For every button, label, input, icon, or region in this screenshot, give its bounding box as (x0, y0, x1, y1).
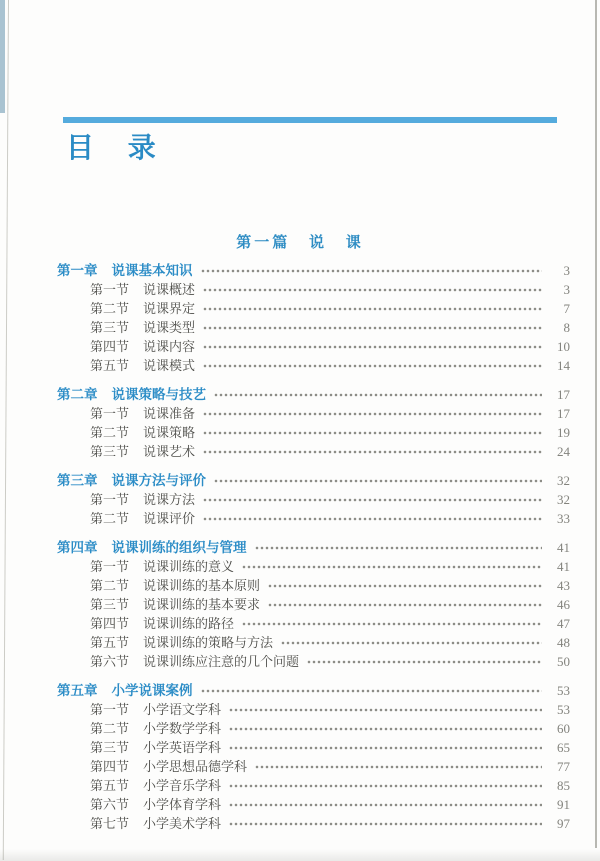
toc-section-row-title: 说课概述 (143, 282, 196, 297)
title-accent-bar (63, 117, 557, 123)
toc-section-row-label: 第二节 (90, 578, 130, 593)
toc-section-row-label: 第一节 (90, 406, 130, 421)
dot-leader (268, 579, 542, 592)
toc-section-row-title: 说课类型 (143, 320, 196, 335)
toc-section-row-label: 第三节 (90, 740, 130, 755)
toc-chapter-row-page-number: 53 (557, 683, 570, 698)
dot-leader (203, 426, 542, 439)
dot-leader (281, 636, 542, 649)
toc-section-row-label: 第四节 (90, 759, 130, 774)
dot-leader (229, 741, 542, 754)
toc-chapter-row (57, 471, 570, 490)
dot-leader (203, 407, 542, 420)
dot-leader (307, 655, 542, 668)
toc-section-row (57, 423, 570, 442)
toc-section-row (57, 614, 570, 633)
toc-section-row-page-number: 33 (557, 511, 570, 526)
toc-section-row-page-number: 8 (563, 320, 570, 335)
toc-section-row-page-number: 91 (557, 797, 570, 812)
toc-section-row (57, 404, 570, 423)
toc-section-row-title: 说课训练的意义 (143, 559, 235, 574)
toc-section-row-page-number: 48 (557, 635, 570, 650)
dot-leader (201, 684, 543, 697)
toc-chapter-row-page-number: 32 (557, 473, 570, 488)
scan-page-edge-right (595, 0, 597, 848)
toc-section-row-label: 第六节 (90, 654, 130, 669)
table-of-contents (57, 261, 570, 833)
toc-section-row (57, 738, 570, 757)
toc-section-row-title: 说课策略 (143, 425, 196, 440)
toc-section-row (57, 595, 570, 614)
toc-section-row-title: 小学美术学科 (143, 816, 222, 831)
toc-section-row (57, 776, 570, 795)
toc-chapter-row-title: 说课训练的组织与管理 (111, 540, 247, 555)
toc-section-row (57, 337, 570, 356)
toc-section-row (57, 280, 570, 299)
dot-leader (203, 302, 542, 315)
toc-chapter-row (57, 681, 570, 700)
toc-section-row-label: 第一节 (90, 559, 130, 574)
toc-section-row-page-number: 50 (557, 654, 570, 669)
toc-section-row-page-number: 19 (557, 425, 570, 440)
toc-section-row (57, 509, 570, 528)
toc-section-row-title: 小学英语学科 (143, 740, 222, 755)
toc-section-row-title: 小学音乐学科 (143, 778, 222, 793)
toc-section-row-page-number: 46 (557, 597, 570, 612)
toc-section-row-label: 第四节 (90, 616, 130, 631)
toc-chapter-row (57, 385, 570, 404)
dot-leader (229, 703, 542, 716)
toc-chapter-row-label: 第四章 (57, 540, 98, 555)
toc-section-row-title: 说课方法 (143, 492, 196, 507)
scan-shadow-bottom (0, 849, 600, 861)
toc-section-row-label: 第二节 (90, 511, 130, 526)
toc-section-row-label: 第六节 (90, 797, 130, 812)
scan-page-edge-left (3, 0, 9, 860)
toc-section-row-page-number: 14 (557, 358, 570, 373)
toc-section-row (57, 299, 570, 318)
toc-section-row-title: 小学思想品德学科 (143, 759, 248, 774)
toc-section-row-page-number: 65 (557, 740, 570, 755)
dot-leader (229, 722, 542, 735)
toc-section-row-label: 第一节 (90, 702, 130, 717)
toc-chapter-row-page-number: 3 (563, 263, 570, 278)
toc-chapter-row-label: 第一章 (57, 263, 98, 278)
toc-section-row-page-number: 53 (557, 702, 570, 717)
toc-section-row-title: 小学语文学科 (143, 702, 222, 717)
toc-chapter-row-label: 第五章 (57, 683, 98, 698)
toc-section-row (57, 490, 570, 509)
toc-chapter-row-title: 说课方法与评价 (111, 473, 206, 488)
toc-section-row-page-number: 97 (557, 816, 570, 831)
toc-section-row (57, 318, 570, 337)
toc-section-row-label: 第五节 (90, 635, 130, 650)
dot-leader (214, 474, 542, 487)
toc-section-row (57, 633, 570, 652)
dot-leader (229, 817, 542, 830)
dot-leader (242, 560, 542, 573)
toc-section-row-title: 说课艺术 (143, 444, 196, 459)
toc-section-row-page-number: 10 (557, 339, 570, 354)
toc-section-row (57, 757, 570, 776)
toc-section-row-title: 小学数学学科 (143, 721, 222, 736)
toc-section-row-title: 小学体育学科 (143, 797, 222, 812)
toc-section-row-title: 说课训练的基本原则 (143, 578, 261, 593)
toc-section-row (57, 576, 570, 595)
toc-section-row-label: 第四节 (90, 339, 130, 354)
toc-section-row-label: 第三节 (90, 320, 130, 335)
toc-section-row (57, 557, 570, 576)
toc-section-row-page-number: 24 (557, 444, 570, 459)
dot-leader (255, 541, 543, 554)
toc-section-row-page-number: 41 (557, 559, 570, 574)
toc-section-row (57, 442, 570, 461)
toc-section-row-page-number: 43 (557, 578, 570, 593)
scan-edge-strip (0, 0, 5, 113)
dot-leader (255, 760, 542, 773)
toc-section-row-label: 第二节 (90, 425, 130, 440)
toc-section-row (57, 814, 570, 833)
dot-leader (203, 512, 542, 525)
toc-section-row-page-number: 7 (563, 301, 570, 316)
toc-section-row (57, 700, 570, 719)
toc-chapter-row-page-number: 17 (557, 387, 570, 402)
toc-chapter-row-title: 说课策略与技艺 (111, 387, 206, 402)
dot-leader (242, 617, 542, 630)
toc-section-row-title: 说课训练的策略与方法 (143, 635, 274, 650)
toc-chapter-row (57, 261, 570, 280)
toc-chapter-row-title: 小学说课案例 (111, 683, 193, 698)
toc-section-row-label: 第二节 (90, 721, 130, 736)
toc-chapter-row-label: 第二章 (57, 387, 98, 402)
dot-leader (203, 359, 542, 372)
toc-section-row-page-number: 85 (557, 778, 570, 793)
toc-section-row-label: 第一节 (90, 492, 130, 507)
toc-section-row-title: 说课模式 (143, 358, 196, 373)
dot-leader (203, 445, 542, 458)
toc-section-row-page-number: 77 (557, 759, 570, 774)
toc-section-row-label: 第五节 (90, 778, 130, 793)
toc-section-row (57, 719, 570, 738)
toc-section-row-page-number: 3 (563, 282, 570, 297)
dot-leader (268, 598, 542, 611)
toc-section-row-title: 说课训练的路径 (143, 616, 235, 631)
toc-section-row (57, 795, 570, 814)
toc-chapter-row-title: 说课基本知识 (111, 263, 193, 278)
dot-leader (203, 340, 542, 353)
dot-leader (203, 493, 542, 506)
toc-section-row-page-number: 47 (557, 616, 570, 631)
toc-section-row-label: 第三节 (90, 597, 130, 612)
toc-chapter-row-page-number: 41 (557, 540, 570, 555)
dot-leader (203, 321, 542, 334)
toc-chapter-row-label: 第三章 (57, 473, 98, 488)
page-title: 目 录 (66, 132, 157, 163)
toc-chapter-row (57, 538, 570, 557)
toc-section-row-page-number: 60 (557, 721, 570, 736)
part-heading: 第一篇 说 课 (236, 235, 364, 251)
dot-leader (203, 283, 542, 296)
toc-section-row-label: 第二节 (90, 301, 130, 316)
toc-section-row (57, 652, 570, 671)
toc-section-row-title: 说课界定 (143, 301, 196, 316)
toc-section-row-label: 第一节 (90, 282, 130, 297)
toc-section-row (57, 356, 570, 375)
toc-section-row-page-number: 17 (557, 406, 570, 421)
toc-section-row-title: 说课内容 (143, 339, 196, 354)
dot-leader (201, 264, 543, 277)
toc-section-row-label: 第七节 (90, 816, 130, 831)
toc-section-row-label: 第三节 (90, 444, 130, 459)
toc-section-row-page-number: 32 (557, 492, 570, 507)
dot-leader (229, 798, 542, 811)
dot-leader (229, 779, 542, 792)
toc-section-row-label: 第五节 (90, 358, 130, 373)
toc-section-row-title: 说课训练应注意的几个问题 (143, 654, 300, 669)
toc-section-row-title: 说课准备 (143, 406, 196, 421)
toc-section-row-title: 说课训练的基本要求 (143, 597, 261, 612)
toc-section-row-title: 说课评价 (143, 511, 196, 526)
dot-leader (214, 388, 542, 401)
